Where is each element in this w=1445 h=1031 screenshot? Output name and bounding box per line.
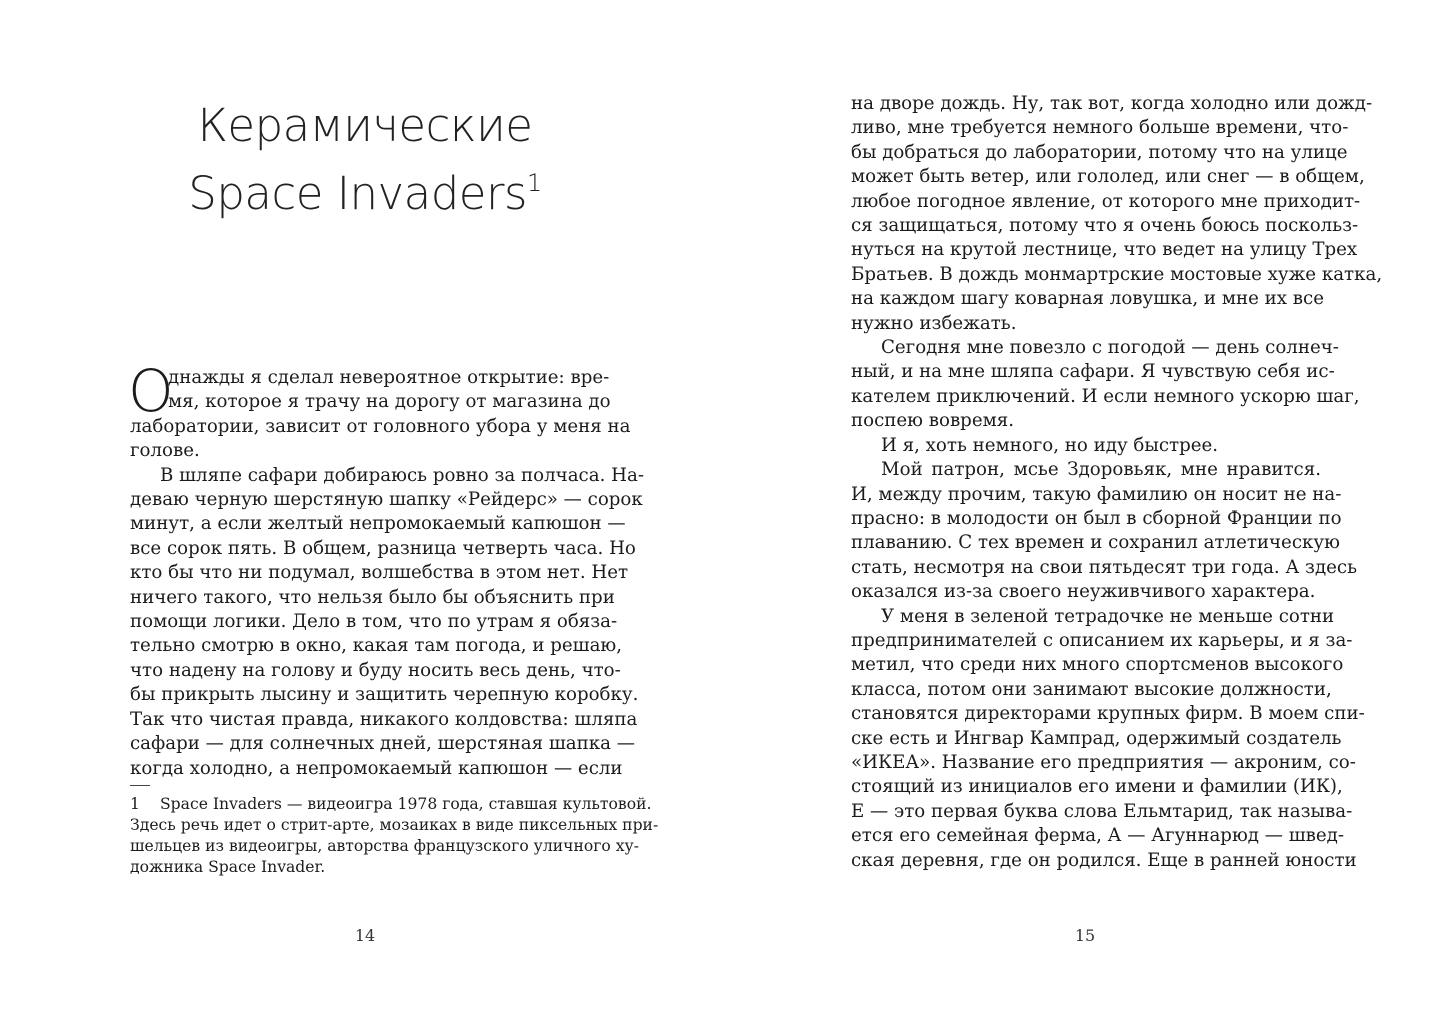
footnote — [130, 794, 659, 878]
text-line: И я, хоть немного, но иду быстрее. — [881, 434, 1219, 456]
text-line: все сорок пять. В общем, разница четверть часа. Но — [130, 537, 636, 559]
text-line: минут, а если желтый непромокаемый капюшон — — [130, 513, 626, 535]
text-line: Е — это первая буква слова Ельмтарид, так называ- — [851, 800, 1353, 822]
text-line: днажды я сделал невероятное открытие: вре- — [168, 367, 610, 388]
text-line: помощи логики. Дело в том, что по утрам я обяза- — [130, 611, 618, 633]
text-line: ный, и на мне шляпа сафари. Я чувствую себя ис- — [851, 361, 1335, 383]
text-line: мя, которое я трачу на дорогу от магазина до — [168, 391, 611, 413]
text-line: деваю черную шерстяную шапку «Рейдерс» — сорок — [130, 489, 643, 511]
text-line: оказался из-за своего неуживчивого характера. — [851, 581, 1316, 603]
text-line: стоящий из инициалов его имени и фамилии (ИК), — [851, 776, 1343, 798]
text-line: на дворе дождь. Ну, так вот, когда холодно или дожд- — [851, 93, 1373, 114]
text-line: Так что чистая правда, никакого колдовства: шляпа — [130, 708, 638, 730]
text-line: стать, несмотря на свои пятьдесят три года. А здесь — [851, 556, 1358, 578]
text-line: тельно смотрю в окно, какая там погода, и решаю, — [130, 635, 623, 657]
text-line: кателем приключений. И если немного ускорю шаг, — [851, 385, 1360, 407]
drop-cap: О — [128, 357, 174, 425]
chapter-title-line-1: Керамические — [197, 99, 533, 152]
left-page-body — [128, 357, 644, 781]
text-line: нуться на крутой лестнице, что ведет на улицу Трех — [851, 239, 1358, 261]
text-line: на каждом шагу коварная ловушка, и мне их все — [851, 288, 1324, 310]
text-line: бы прикрыть лысину и защитить черепную коробку. — [130, 684, 639, 706]
text-line: ся защищаться, потому что я очень боюсь поскольз- — [851, 215, 1359, 237]
page-number-left: 14 — [354, 926, 376, 945]
text-line: нужно избежать. — [851, 312, 1017, 334]
text-line: метил, что среди них много спортсменов высокого — [851, 654, 1344, 676]
text-line: «ИКЕА». Название его предприятия — акроним, со- — [851, 751, 1356, 773]
text-line: что надену на голову и буду носить весь день, что- — [130, 659, 621, 681]
text-line: бы добраться до лаборатории, потому что на улице — [851, 141, 1348, 163]
text-line: прасно: в молодости он был в сборной Франции по — [851, 507, 1342, 529]
chapter-title — [130, 92, 600, 228]
page-number-right: 15 — [1074, 926, 1096, 945]
text-line: может быть ветер, или гололед, или снег — в общем, — [851, 166, 1365, 188]
text-line: ливо, мне требуется немного больше времени, что- — [851, 117, 1349, 139]
footnote-number: 1 — [130, 795, 140, 813]
text-line: ске есть и Ингвар Кампрад, одержимый создатель — [851, 727, 1342, 749]
text-line: предпринимателей с описанием их карьеры, и я за- — [851, 629, 1353, 651]
text-line: Сегодня мне повезло с погодой — день солнеч- — [881, 337, 1339, 359]
chapter-title-line-2-text: Space Invaders — [188, 167, 527, 220]
text-line: голове. — [130, 440, 200, 462]
text-line: В шляпе сафари добираюсь ровно за полчаса. На- — [160, 464, 644, 486]
text-line: У меня в зеленой тетрадочке не меньше сотни — [881, 605, 1335, 627]
right-page — [722, 0, 1445, 1031]
text-line: Братьев. В дождь монмартрские мостовые хуже катка, — [851, 263, 1383, 285]
footnote-divider — [130, 785, 150, 786]
chapter-title-line-2 — [130, 160, 600, 228]
footnote-mark: 1 — [526, 169, 542, 197]
text-line: ничего такого, что нельзя было бы объяснить при — [130, 586, 615, 608]
footnote-line: Здесь речь идет о стрит-арте, мозаиках в виде пиксельных при- — [130, 816, 659, 834]
footnote-line: дожника Space Invader. — [130, 858, 326, 876]
text-line: кто бы что ни подумал, волшебства в этом нет. Нет — [130, 562, 629, 584]
text-line: поспею вовремя. — [851, 410, 1014, 432]
text-line: Мой патрон, мсье Здоровьяк, мне нравится. — [881, 459, 1321, 481]
footnote-line: шельцев из видеоигры, авторства французского уличного ху- — [130, 837, 639, 855]
text-line: ская деревня, где он родился. Еще в ранней юности — [851, 849, 1357, 871]
text-line: плаванию. С тех времен и сохранил атлетическую — [851, 532, 1340, 554]
text-line: становятся директорами крупных фирм. В моем спи- — [851, 703, 1365, 725]
text-line: класса, потом они занимают высокие должности, — [851, 678, 1332, 700]
text-line: ется его семейная ферма, А — Агуннарюд — швед- — [851, 825, 1344, 847]
left-page — [0, 0, 722, 1031]
text-line: И, между прочим, такую фамилию он носит не на- — [851, 483, 1342, 505]
text-line: любое погодное явление, от которого мне приходит- — [851, 190, 1361, 212]
footnote-line-text: Space Invaders — видеоигра 1978 года, ставшая культовой. — [160, 795, 652, 813]
footnote-line — [130, 794, 652, 815]
right-page-body — [851, 92, 1383, 873]
text-line: когда холодно, а непромокаемый капюшон — если — [130, 757, 623, 779]
text-line: лаборатории, зависит от головного убора у меня на — [130, 415, 631, 437]
text-line: сафари — для солнечных дней, шерстяная шапка — — [130, 733, 635, 755]
